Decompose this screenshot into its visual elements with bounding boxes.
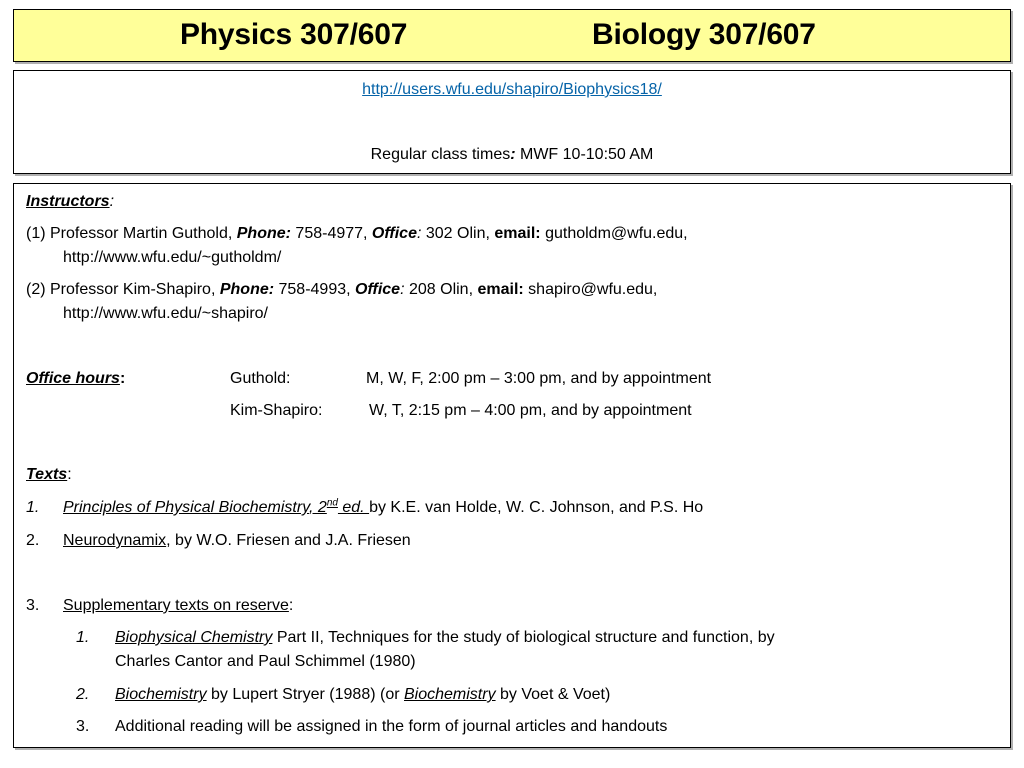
instructor-1-office-colon: : <box>416 225 422 242</box>
class-times-colon: : <box>510 146 516 163</box>
instructor-1-office-label: Office <box>371 225 417 242</box>
office-hours-heading-colon: : <box>119 370 126 387</box>
supp-1 <box>115 628 775 648</box>
class-times-label: Regular class times <box>370 146 511 163</box>
text-3 <box>63 596 293 616</box>
instructor-2-phone-label: Phone: <box>219 281 275 298</box>
text-1-edition-sup: nd <box>326 497 338 509</box>
text-1-authors: by K.E. van Holde, W. C. Johnson, and P.S. Ho <box>369 499 704 516</box>
office-hours-kim-shapiro-times: W, T, 2:15 pm – 4:00 pm, and by appointment <box>369 402 692 419</box>
course-title-biology: Biology 307/607 <box>592 18 816 51</box>
text-1-edition-post: ed. <box>337 499 370 516</box>
text-3-title: Supplementary texts on reserve <box>63 597 289 614</box>
supp-2-title2: Biochemistry <box>404 686 496 703</box>
supp-2-rest: by Lupert Stryer (1988) (or <box>206 686 404 703</box>
instructor-2 <box>26 280 657 300</box>
text-3-number: 3. <box>26 597 40 614</box>
office-hours-heading <box>26 369 125 389</box>
class-times <box>14 146 1010 164</box>
syllabus-content <box>13 183 1011 748</box>
texts-heading-text: Texts <box>26 466 68 483</box>
instructor-2-email: shapiro@wfu.edu, <box>523 281 658 298</box>
office-hours-heading-text: Office hours <box>26 370 120 387</box>
supp-1-rest: Part II, Techniques for the study of biological structure and function, by <box>272 629 775 646</box>
supp-1-number: 1. <box>76 629 90 646</box>
instructor-1-office: 302 Olin, <box>421 225 495 242</box>
text-3-colon: : <box>288 597 294 614</box>
course-title-physics: Physics 307/607 <box>180 18 408 51</box>
instructor-1-phone-label: Phone: <box>236 225 291 242</box>
text-1-edition-pre: , 2 <box>309 499 327 516</box>
instructor-2-prefix: (2) Professor Kim-Shapiro, <box>26 281 220 298</box>
instructor-2-homepage[interactable]: http://www.wfu.edu/~shapiro/ <box>63 305 268 322</box>
instructor-1-prefix: (1) Professor Martin Guthold, <box>26 225 237 242</box>
text-1 <box>63 498 703 518</box>
text-2 <box>63 531 411 551</box>
supp-1-title: Biophysical Chemistry <box>115 629 273 646</box>
instructor-2-office-colon: : <box>400 281 405 298</box>
course-website-link[interactable]: http://users.wfu.edu/shapiro/Biophysics18/ <box>362 81 662 98</box>
instructors-heading-text: Instructors <box>26 193 110 210</box>
instructors-heading <box>26 192 114 212</box>
instructor-1 <box>26 224 688 244</box>
supp-3: Additional reading will be assigned in the form of journal articles and handouts <box>115 718 668 735</box>
supp-2-number: 2. <box>76 686 90 703</box>
office-hours-guthold-times: M, W, F, 2:00 pm – 3:00 pm, and by appointment <box>366 370 712 387</box>
class-times-value: MWF 10-10:50 AM <box>515 146 654 163</box>
instructor-2-office-label: Office <box>355 281 401 298</box>
instructor-1-homepage[interactable]: http://www.wfu.edu/~gutholdm/ <box>63 249 282 266</box>
texts-heading-colon: : <box>67 466 72 483</box>
supp-2 <box>115 685 610 705</box>
instructors-heading-colon: : <box>109 193 115 210</box>
text-1-title: Principles of Physical Biochemistry <box>63 499 310 516</box>
office-hours-kim-shapiro-name: Kim-Shapiro: <box>230 402 323 419</box>
course-info-box <box>13 70 1011 174</box>
instructor-2-email-label: email: <box>477 281 524 298</box>
instructor-1-phone: 758-4977, <box>290 225 372 242</box>
instructor-2-office: 208 Olin, <box>404 281 478 298</box>
instructor-2-phone: 758-4993, <box>274 281 356 298</box>
texts-heading <box>26 465 72 485</box>
office-hours-guthold-name: Guthold: <box>230 370 291 387</box>
title-banner <box>13 9 1011 62</box>
text-2-authors: , by W.O. Friesen and J.A. Friesen <box>166 532 411 549</box>
supp-2-title: Biochemistry <box>115 686 207 703</box>
text-2-number: 2. <box>26 532 40 549</box>
text-2-title: Neurodynamix <box>63 532 167 549</box>
instructor-1-email: gutholdm@wfu.edu, <box>540 225 688 242</box>
text-1-number: 1. <box>26 499 40 516</box>
supp-2-rest2: by Voet & Voet) <box>495 686 611 703</box>
instructor-1-email-label: email: <box>494 225 541 242</box>
supp-3-number: 3. <box>76 718 90 735</box>
supp-1-line2: Charles Cantor and Paul Schimmel (1980) <box>115 653 416 670</box>
